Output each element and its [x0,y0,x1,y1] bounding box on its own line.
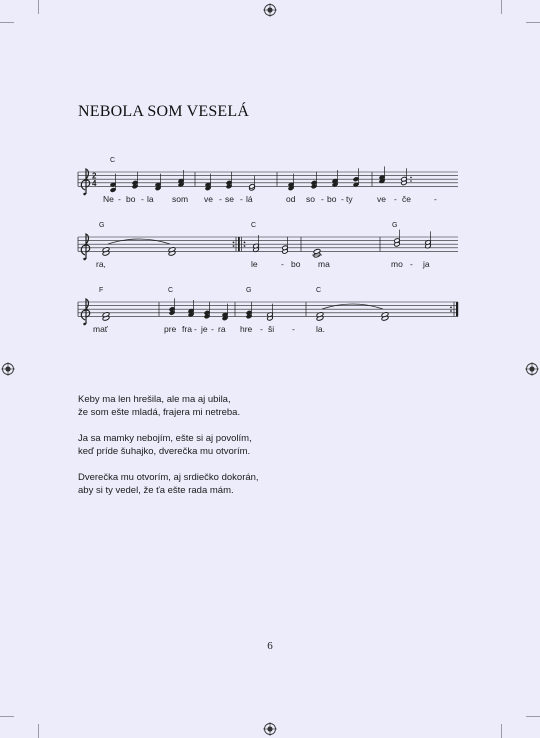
note [253,235,259,252]
chord-symbol: C [316,287,322,294]
verse-line: že som ešte mladá, frajera mi netreba. [78,406,241,418]
lyric-syllable: - [118,194,121,204]
lyric-syllable: - [194,324,197,334]
time-signature-numerator: 2 [92,171,97,181]
verse-stanza [78,472,458,497]
lyric-syllable: - [260,324,263,334]
repeat-dot [233,245,235,247]
lyric-syllable: mo [391,259,403,269]
note [353,168,359,187]
lyric-syllable: bo [126,194,136,204]
lyric-syllable: ra, [96,259,106,269]
lyric-syllable: - [240,194,243,204]
sheet-music [0,0,540,360]
note [222,304,228,321]
lyric-syllable: - [281,259,284,269]
repeat-dot [450,310,452,312]
verses [78,394,458,511]
verse-line: aby si ty vedel, že ťa ešte rada mám. [78,484,234,496]
lyric-syllable: - [292,324,295,334]
registration-mark-icon [1,362,15,376]
lyric-syllable: ja [423,259,430,269]
lyric-syllable: Ne [103,194,114,204]
note [249,175,255,191]
lyric-syllable: ra [218,324,226,334]
final-barline [456,302,458,316]
stave-lines [78,169,458,325]
lyric-syllable: bo [327,194,337,204]
repeat-barline [238,237,240,251]
note [204,302,210,319]
page-number: 6 [267,640,273,652]
chord-symbol: F [99,287,104,294]
lyric-syllable: od [286,194,296,204]
music-text [92,157,437,334]
lyric-syllable: - [434,194,437,204]
repeat-dot [244,242,246,244]
lyric-syllable: - [341,194,344,204]
crop-mark [501,724,502,738]
lyric-syllable: la [147,194,154,204]
note [226,172,232,189]
chord-symbol: G [99,222,105,229]
lyric-syllable: - [321,194,324,204]
repeat-dot [244,245,246,247]
crop-mark [38,724,39,738]
note [132,172,138,189]
lyric-syllable: lá [246,194,253,204]
song-title: NEBOLA SOM VESELÁ [78,103,250,120]
chord-symbol: G [392,222,398,229]
crop-mark [526,716,540,717]
lyric-syllable: - [219,194,222,204]
note [205,174,211,191]
verse-line: Keby ma len hrešila, ale ma aj ubila, [78,394,231,405]
note [312,248,322,257]
treble-clef-icon [81,169,89,195]
chord-symbol: C [251,222,257,229]
lyric-syllable: je [201,324,208,334]
tie [322,304,383,309]
lyric-syllable: som [172,194,189,204]
treble-clef-icon [81,299,89,325]
treble-clef-icon [81,234,89,260]
verse-stanza [78,433,458,458]
lyric-syllable: - [141,194,144,204]
note [178,170,184,187]
note [332,170,338,187]
crop-mark [0,716,14,717]
lyric-syllable: - [394,194,397,204]
chord-symbol: C [110,157,116,164]
chord-symbol: G [246,287,252,294]
registration-mark-icon [263,722,277,736]
lyric-syllable: če [402,194,411,204]
lyric-syllable: so [306,194,315,204]
verse-stanza [78,394,458,419]
lyric-syllable: ve [377,194,386,204]
note [379,166,385,183]
note [267,304,273,321]
note [188,300,194,317]
lyric-syllable: se [225,194,234,204]
note [288,174,294,191]
tie [108,239,170,244]
lyric-syllable: hre [240,324,253,334]
lyric-syllable: la. [316,324,325,334]
registration-mark-icon [525,362,539,376]
lyric-syllable: ši [268,324,275,334]
repeat-dot [450,307,452,309]
lyric-syllable: - [211,324,214,334]
lyric-syllable: bo [291,259,301,269]
time-signature-denominator: 4 [92,179,97,188]
notes [102,166,431,321]
lyric-syllable: fra [182,324,192,334]
lyric-syllable: mať [93,324,108,334]
lyric-syllable: pre [164,324,177,334]
verse-line: Dverečka mu otvorím, aj srdiečko dokorán, [78,472,259,483]
note [394,230,400,247]
lyric-syllable: - [410,259,413,269]
note [155,174,161,191]
verse-line: Ja sa mamky nebojím, ešte si aj povolím, [78,433,252,444]
lyric-syllable: ma [318,259,330,269]
verse-line: keď príde šuhajko, dverečka mu otvorím. [78,445,251,457]
chord-symbol: C [168,287,174,294]
lyric-syllable: le [251,259,258,269]
note [311,172,317,189]
note [425,231,431,248]
note [110,174,116,193]
lyric-syllable: ve [204,194,213,204]
repeat-dot [233,242,235,244]
note [169,298,175,315]
lyric-syllable: ty [346,194,353,204]
note [246,302,252,319]
note [282,237,288,254]
